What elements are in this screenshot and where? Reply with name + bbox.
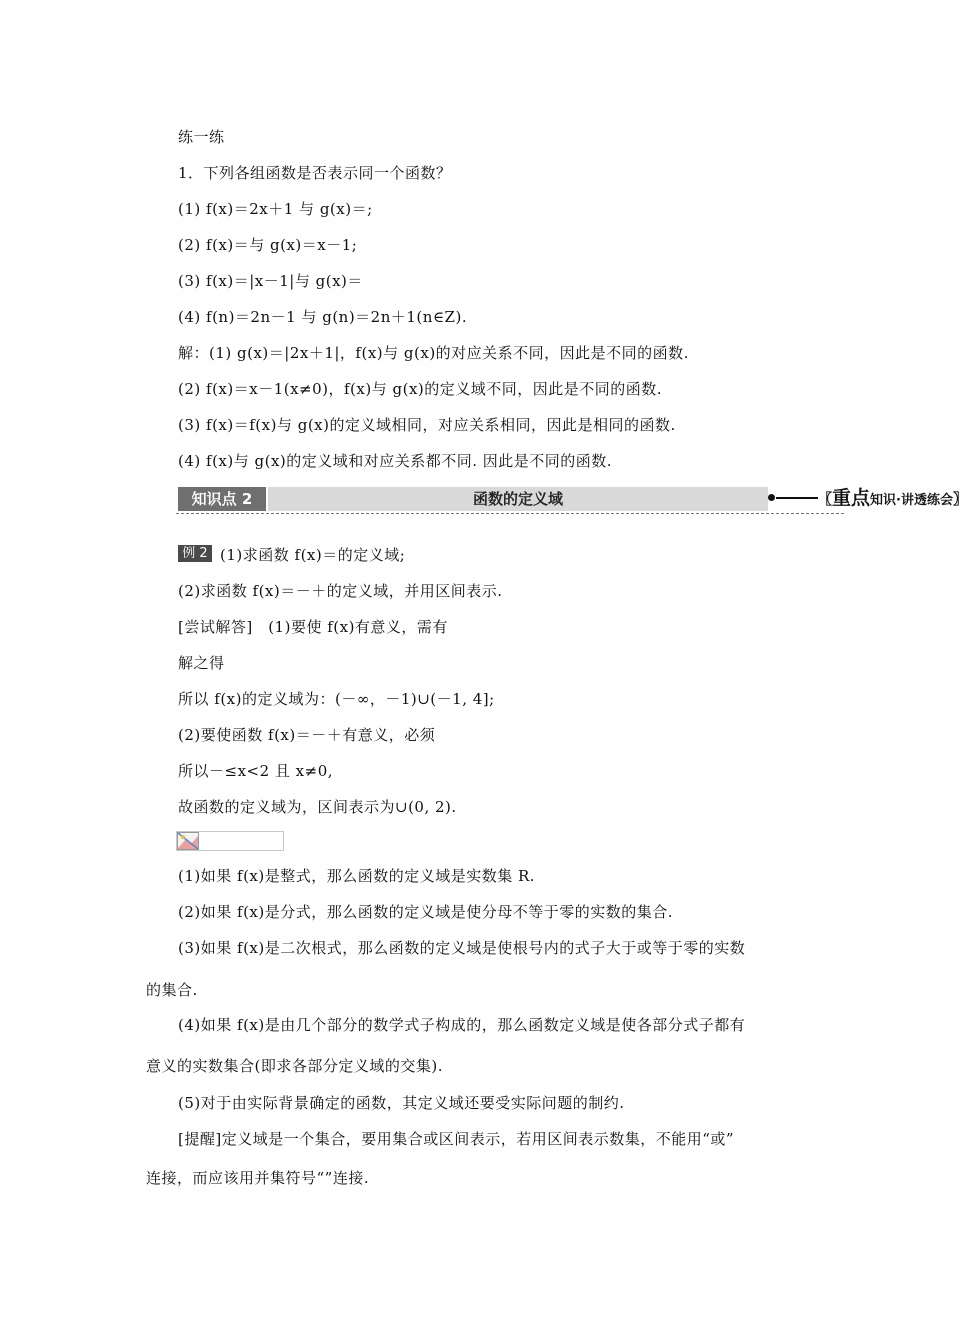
note-line-4-cont: 意义的实数集合(即求各部分定义域的交集). bbox=[146, 1057, 443, 1075]
method-summary-image-placeholder bbox=[176, 831, 284, 851]
tag-key-text: 重点 bbox=[832, 487, 871, 509]
answer-line-4: (2)要使函数 f(x)＝－＋有意义，必须 bbox=[178, 726, 436, 744]
knowledge-point-label: 知识点 2 bbox=[178, 487, 266, 511]
note-line-3: (3)如果 f(x)是二次根式，那么函数的定义域是使根号内的式子大于或等于零的实数 bbox=[178, 939, 746, 957]
bullet-dot-icon bbox=[768, 494, 775, 501]
practice-heading: 练一练 bbox=[178, 128, 225, 146]
reminder-line-2: 连接，而应该用并集符号“”连接. bbox=[146, 1169, 370, 1187]
answer-line-3: 所以 f(x)的定义域为：(－∞，－1)∪(－1, 4]; bbox=[178, 690, 495, 708]
solution-line-2: (2) f(x)＝x－1(x≠0)，f(x)与 g(x)的定义域不同，因此是不同的函数. bbox=[178, 380, 663, 398]
note-line-3-cont: 的集合. bbox=[146, 981, 198, 999]
example-badge: 例 2 bbox=[178, 545, 212, 562]
answer-line-5: 所以－≤x<2 且 x≠0, bbox=[178, 762, 334, 780]
solution-line-4: (4) f(x)与 g(x)的定义域和对应关系都不同. 因此是不同的函数. bbox=[178, 452, 613, 470]
section-title: 函数的定义域 bbox=[268, 487, 768, 511]
note-line-5: (5)对于由实际背景确定的函数，其定义域还要受实际问题的制约. bbox=[178, 1094, 625, 1112]
answer-line-2: 解之得 bbox=[178, 654, 225, 672]
answer-line-6: 故函数的定义域为，区间表示为∪(0, 2). bbox=[178, 798, 457, 816]
solution-line-1: 解：(1) g(x)＝|2x＋1|，f(x)与 g(x)的对应关系不同，因此是不同的函数. bbox=[178, 344, 689, 362]
note-line-4: (4)如果 f(x)是由几个部分的数学式子构成的，那么函数定义域是使各部分式子都有 bbox=[178, 1016, 746, 1034]
practice-item-4: (4) f(n)＝2n－1 与 g(n)＝2n＋1(n∈Z). bbox=[178, 308, 468, 326]
example-question-2: (2)求函数 f(x)＝－＋的定义域，并用区间表示. bbox=[178, 582, 503, 600]
broken-image-icon bbox=[177, 832, 199, 850]
answer-line-1: [尝试解答] (1)要使 f(x)有意义，需有 bbox=[178, 618, 448, 636]
banner-dashed-rule bbox=[176, 513, 844, 514]
practice-question: 1．下列各组函数是否表示同一个函数？ bbox=[178, 164, 452, 182]
example-question-1: (1)求函数 f(x)＝的定义域; bbox=[220, 546, 406, 564]
note-line-2: (2)如果 f(x)是分式，那么函数的定义域是使分母不等于零的实数的集合. bbox=[178, 903, 674, 921]
solution-line-3: (3) f(x)＝f(x)与 g(x)的定义域相同，对应关系相同，因此是相同的函数. bbox=[178, 416, 676, 434]
practice-item-1: (1) f(x)＝2x＋1 与 g(x)＝; bbox=[178, 200, 373, 218]
section-banner bbox=[176, 486, 967, 514]
tag-close-bracket: 〗 bbox=[952, 492, 967, 508]
tag-open-bracket: 〖 bbox=[818, 492, 832, 508]
note-line-1: (1)如果 f(x)是整式，那么函数的定义域是实数集 R. bbox=[178, 867, 536, 885]
practice-item-2: (2) f(x)＝与 g(x)＝x－1; bbox=[178, 236, 358, 254]
divider-line bbox=[776, 497, 818, 499]
tag-sub-text: 知识·讲透练会 bbox=[870, 493, 953, 508]
practice-item-3: (3) f(x)＝|x－1|与 g(x)＝ bbox=[178, 272, 363, 290]
key-knowledge-tag bbox=[818, 486, 967, 513]
reminder-line-1: [提醒]定义域是一个集合，要用集合或区间表示，若用区间表示数集，不能用“或” bbox=[178, 1130, 735, 1148]
